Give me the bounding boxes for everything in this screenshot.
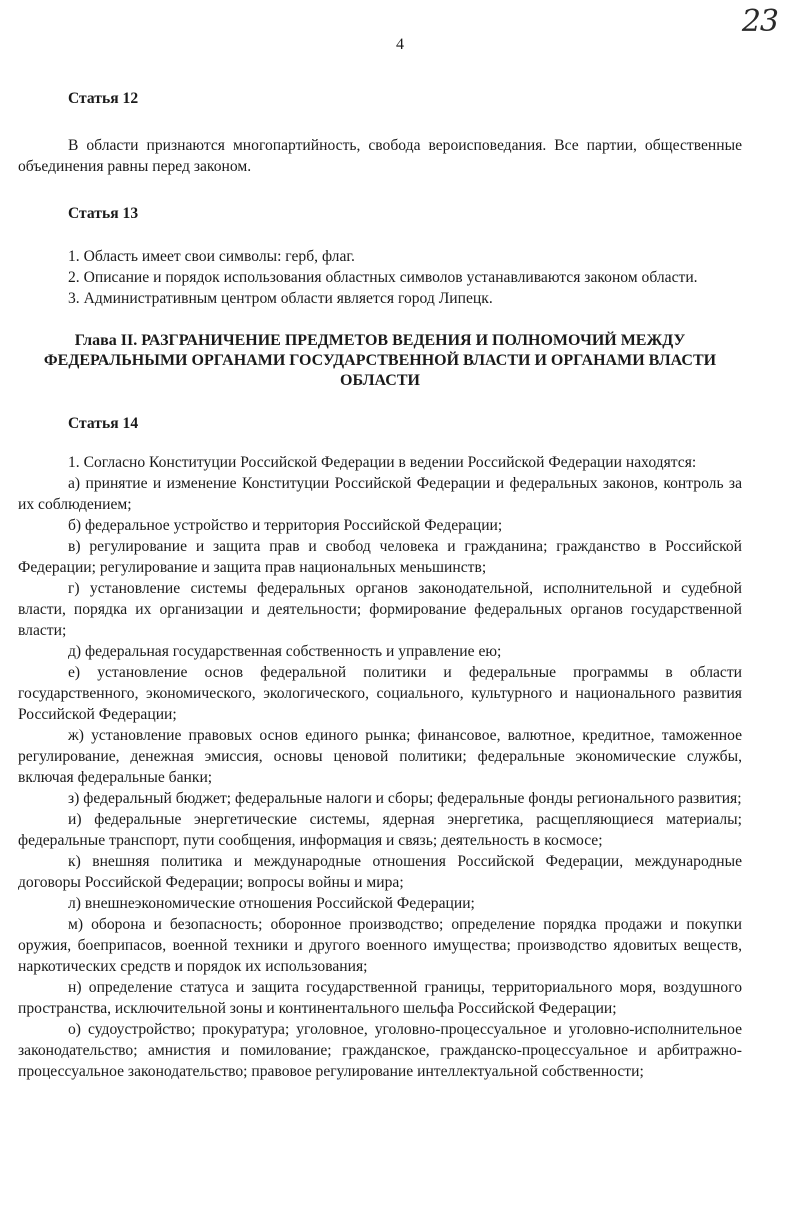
article-13-paragraph: 3. Административным центром области является город Липецк. [68,290,493,307]
article-14-heading: Статья 14 [68,415,139,432]
article-13-heading: Статья 13 [68,205,139,222]
article-14-item-b: б) федеральное устройство и территория Российской Федерации; [68,517,503,534]
article-13-paragraph: 2. Описание и порядок использования областных символов устанавливаются законом области. [68,269,698,286]
chapter-title: Глава II. РАЗГРАНИЧЕНИЕ ПРЕДМЕТОВ ВЕДЕНИЯ И ПОЛНОМОЧИЙ МЕЖДУ ФЕДЕРАЛЬНЫМИ ОРГАНАМИ ГОСУДАРСТВЕННОЙ ВЛАСТИ И ОРГАНАМИ ВЛАСТИ ОБЛАСТИ [43,332,717,389]
article-14-item-e: е) установление основ федеральной политики и федеральные программы в области государственного, экономического, экологического, социального, культурного и национального развития Российской Федерации; [18,664,742,723]
article-14-item-a: а) принятие и изменение Конституции Российской Федерации и федеральных законов, контроль за их соблюдением; [18,475,742,513]
article-13-paragraph: 1. Область имеет свои символы: герб, флаг. [68,248,355,265]
article-14-item-o: о) судоустройство; прокуратура; уголовное, уголовно-процессуальное и уголовно-исполнительное законодательство; амнистия и помилование; гражданское, гражданско-процессуальное и арбитражно-процессуальное законодательство; правовое регулирование интеллектуальной собственности; [18,1021,742,1080]
article-14-paragraph: 1. Согласно Конституции Российской Федерации в ведении Российской Федерации находятся: [68,454,697,471]
article-14-item-zh: ж) установление правовых основ единого рынка; финансовое, валютное, кредитное, таможенное регулирование, денежная эмиссия, основы ценовой политики; федеральные экономические службы, включая федеральные банки; [18,727,742,786]
page-number: 4 [396,36,404,53]
article-14-item-k: к) внешняя политика и международные отношения Российской Федерации, международные договоры Российской Федерации; вопросы войны и мира; [18,853,742,891]
handwritten-page-number: 23 [741,4,778,39]
article-14-item-i: и) федеральные энергетические системы, ядерная энергетика, расщепляющиеся материалы; федеральные транспорт, пути сообщения, информация и связь; деятельность в космосе; [18,811,742,849]
article-14-item-m: м) оборона и безопасность; оборонное производство; определение порядка продажи и покупки оружия, боеприпасов, военной техники и другого военного имущества; производство ядовитых веществ, наркотических средств и порядок их использования; [18,916,742,975]
article-14-item-n: н) определение статуса и защита государственной границы, территориального моря, воздушного пространства, исключительной зоны и континентального шельфа Российской Федерации; [18,979,742,1017]
article-14-item-z: з) федеральный бюджет; федеральные налоги и сборы; федеральные фонды регионального развития; [68,790,742,807]
article-12-paragraph: В области признаются многопартийность, свобода вероисповедания. Все партии, общественные объединения равны перед законом. [18,137,742,175]
article-14-item-v: в) регулирование и защита прав и свобод человека и гражданина; гражданство в Российской Федерации; регулирование и защита прав национальных меньшинств; [18,538,742,576]
article-14-item-g: г) установление системы федеральных органов законодательной, исполнительной и судебной власти, порядка их организации и деятельности; формирование федеральных органов государственной власти; [18,580,742,639]
document-body [18,88,742,1082]
article-14-item-d: д) федеральная государственная собственность и управление ею; [68,643,502,660]
article-12-heading: Статья 12 [68,90,139,107]
article-14-item-l: л) внешнеэкономические отношения Российской Федерации; [68,895,475,912]
